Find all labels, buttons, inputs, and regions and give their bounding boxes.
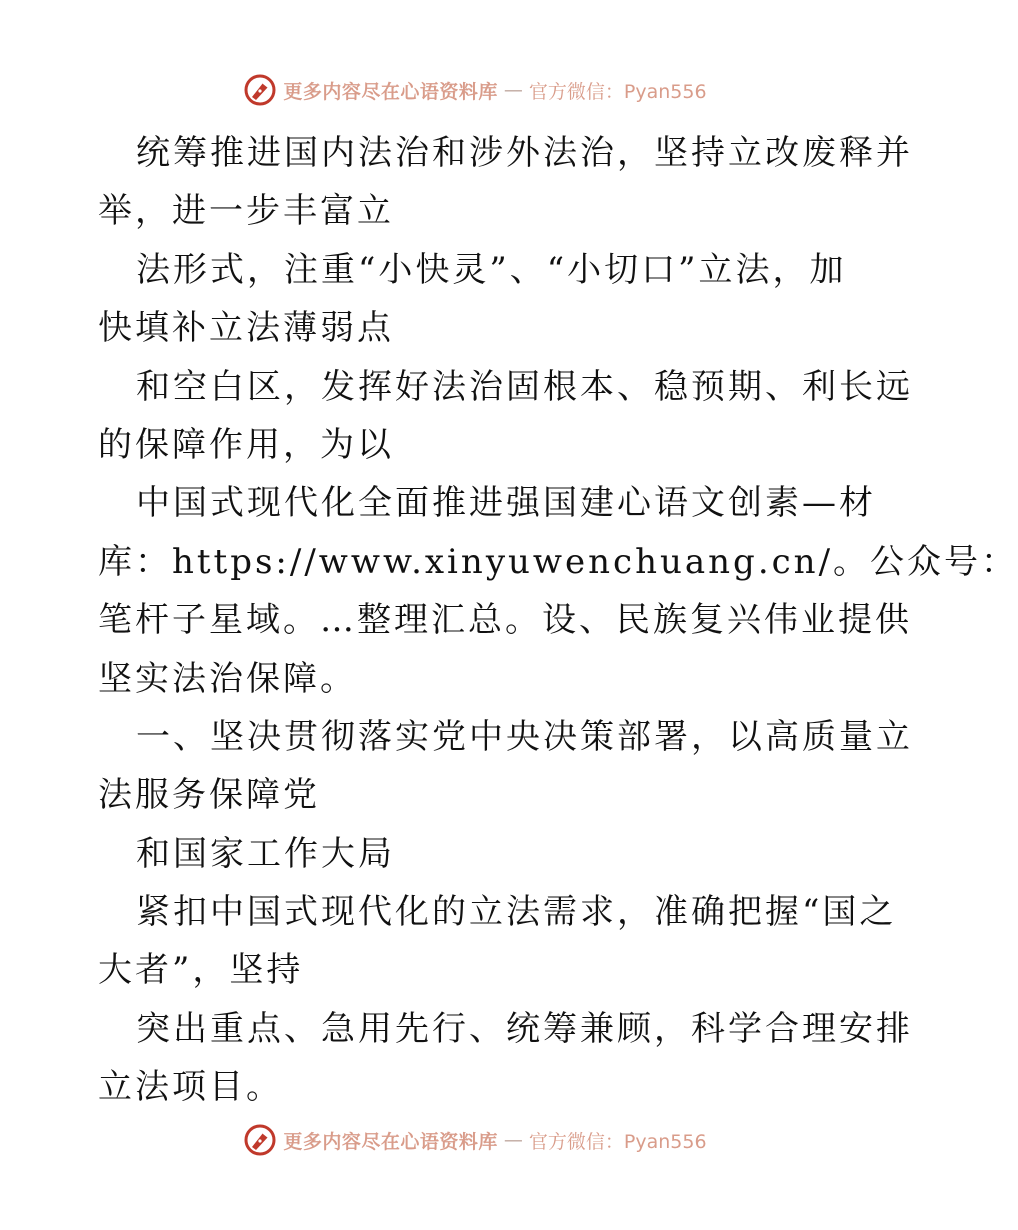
banner-contact-text: 官方微信：Pyan556 <box>528 1130 707 1153</box>
banner-separator: — <box>503 79 523 101</box>
text-line: 坚实法治保障。 <box>98 658 357 699</box>
text-line: 和国家工作大局 <box>136 833 395 874</box>
text-line: 中国式现代化全面推进强国建心语文创素—材 <box>136 483 876 524</box>
banner-contact-text: 官方微信：Pyan556 <box>528 80 707 103</box>
text-line: 举，进一步丰富立 <box>98 191 394 232</box>
text-line: 笔杆子星域。…整理汇总。设、民族复兴伟业提供 <box>98 600 912 641</box>
text-line: 和空白区，发挥好法治固根本、稳预期、利长远 <box>136 366 913 407</box>
pen-nib-logo-icon <box>243 73 277 107</box>
text-line: 的保障作用，为以 <box>98 424 394 465</box>
footer-banner <box>0 1120 950 1160</box>
banner-separator: — <box>503 1129 523 1151</box>
document-body <box>98 124 1018 1117</box>
pen-nib-logo-icon <box>243 1123 277 1157</box>
text-line: 一、坚决贯彻落实党中央决策部署，以高质量立 <box>136 716 913 757</box>
text-line: 统筹推进国内法治和涉外法治，坚持立改废释并 <box>136 133 913 173</box>
text-line: 库：https://www.xinyuwenchuang.cn/。公众号： <box>98 541 1018 582</box>
banner-brand-text: 更多内容尽在心语资料库 <box>283 80 498 103</box>
text-line: 快填补立法薄弱点 <box>98 308 394 349</box>
text-line: 紧扣中国式现代化的立法需求，准确把握“国之 <box>136 892 897 933</box>
header-banner <box>0 70 950 110</box>
banner-brand-text: 更多内容尽在心语资料库 <box>283 1130 498 1153</box>
text-line: 大者”，坚持 <box>98 950 304 991</box>
text-line: 法形式，注重“小快灵”、“小切口”立法，加 <box>136 249 847 290</box>
text-line: 立法项目。 <box>98 1067 283 1108</box>
text-line: 法服务保障党 <box>98 775 320 816</box>
text-line: 突出重点、急用先行、统筹兼顾，科学合理安排 <box>136 1008 913 1049</box>
